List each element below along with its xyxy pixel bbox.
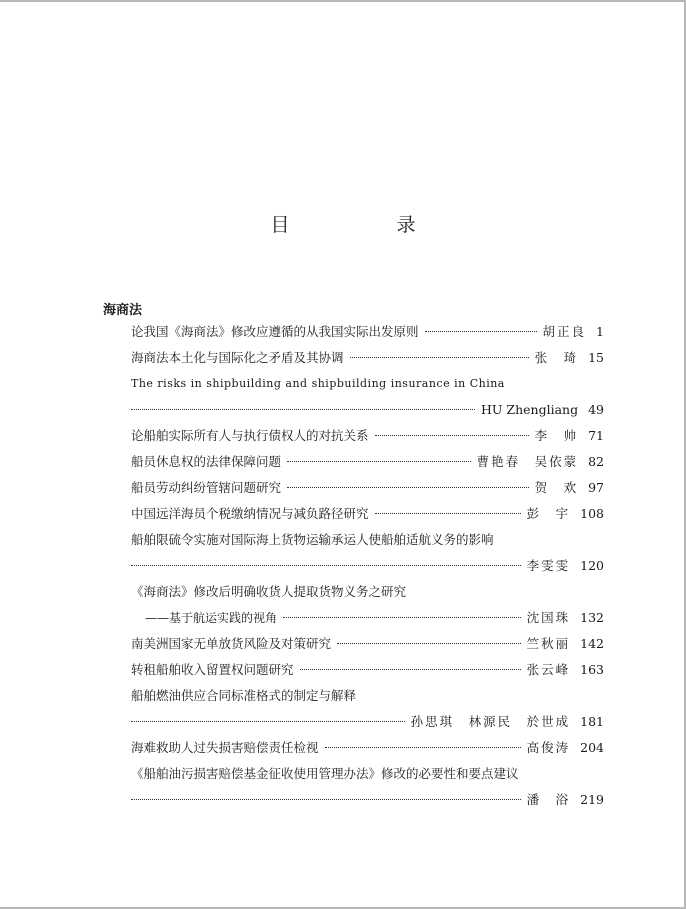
entry-title: 转租船舶收入留置权问题研究 <box>131 662 294 677</box>
toc-entry[interactable] <box>131 735 604 761</box>
entry-author: 彭 宇 <box>526 506 571 521</box>
entry-author: 高俊涛 <box>526 740 571 755</box>
toc-entry[interactable] <box>131 579 604 605</box>
entry-title: 论我国《海商法》修改应遵循的从我国实际出发原则 <box>131 324 419 339</box>
entry-page-number: 163 <box>580 662 604 677</box>
entry-title: 《海商法》修改后明确收货人提取货物义务之研究 <box>131 584 407 599</box>
entry-title: 论船舶实际所有人与执行债权人的对抗关系 <box>131 428 369 443</box>
dot-leader <box>325 747 521 748</box>
page-border-top <box>0 0 686 2</box>
entry-title: 《船舶油污损害赔偿基金征收使用管理办法》修改的必要性和要点建议 <box>131 766 519 781</box>
dot-leader <box>375 435 529 436</box>
dot-leader <box>131 565 521 566</box>
dot-leader <box>131 721 405 722</box>
toc-entry[interactable] <box>131 709 604 735</box>
entry-title: 海难救助人过失损害赔偿责任检视 <box>131 740 319 755</box>
page-title: 目 录 <box>270 214 460 236</box>
entry-author: 张云峰 <box>526 662 571 677</box>
entry-title: 中国远洋海员个税缴纳情况与减负路径研究 <box>131 506 369 521</box>
table-of-contents <box>131 319 604 813</box>
dot-leader <box>300 669 521 670</box>
entry-subtitle: ——基于航运实践的视角 <box>145 611 278 625</box>
dot-leader <box>337 643 521 644</box>
entry-page-number: 82 <box>588 454 604 469</box>
entry-page-number: 219 <box>580 792 604 807</box>
dot-leader <box>283 617 521 618</box>
entry-page-number: 120 <box>580 558 604 573</box>
toc-entry[interactable] <box>131 423 604 449</box>
toc-entry[interactable] <box>131 761 604 787</box>
entry-author: 竺秋丽 <box>526 636 571 651</box>
dot-leader <box>425 331 537 332</box>
entry-page-number: 204 <box>580 740 604 755</box>
dot-leader <box>350 357 529 358</box>
toc-entry[interactable] <box>131 319 604 345</box>
dot-leader <box>131 409 475 410</box>
entry-title: 海商法本土化与国际化之矛盾及其协调 <box>131 350 344 365</box>
dot-leader <box>287 461 471 462</box>
toc-entry[interactable] <box>131 787 604 813</box>
section-heading: 海商法 <box>103 303 143 318</box>
entry-page-number: 1 <box>596 324 604 339</box>
toc-entry[interactable] <box>131 345 604 371</box>
entry-title: 南美洲国家无单放货风险及对策研究 <box>131 636 332 651</box>
toc-entry[interactable] <box>131 527 604 553</box>
dot-leader <box>287 487 529 488</box>
entry-page-number: 108 <box>580 506 604 521</box>
entry-author: 贺 欢 <box>534 480 579 495</box>
entry-author: 孙思琪 林源民 於世成 <box>410 714 571 729</box>
entry-author: 胡正良 <box>542 324 587 339</box>
entry-author: 沈国珠 <box>526 610 571 625</box>
toc-entry[interactable] <box>131 449 604 475</box>
entry-page-number: 142 <box>580 636 604 651</box>
entry-title: 船舶限硫令实施对国际海上货物运输承运人使船舶适航义务的影响 <box>131 532 494 547</box>
entry-author: 张 琦 <box>534 350 579 365</box>
entry-title: The risks in shipbuilding and shipbuilding insurance in China <box>131 377 505 390</box>
toc-entry[interactable] <box>131 475 604 501</box>
dot-leader <box>131 799 521 800</box>
entry-author: 曹艳春 吴依蒙 <box>476 454 579 469</box>
entry-title: 船舶燃油供应合同标准格式的制定与解释 <box>131 688 357 703</box>
entry-author: 潘 浴 <box>526 792 571 807</box>
entry-title: 船员休息权的法律保障问题 <box>131 454 282 469</box>
entry-author: HU Zhengliang <box>480 402 579 417</box>
toc-entry[interactable] <box>131 657 604 683</box>
toc-entry[interactable] <box>131 631 604 657</box>
entry-page-number: 181 <box>580 714 604 729</box>
entry-page-number: 71 <box>588 428 604 443</box>
entry-page-number: 15 <box>588 350 604 365</box>
dot-leader <box>375 513 521 514</box>
entry-author: 李雯雯 <box>526 558 571 573</box>
toc-entry[interactable] <box>131 501 604 527</box>
entry-page-number: 132 <box>580 610 604 625</box>
entry-author: 李 帅 <box>534 428 579 443</box>
entry-title: 船员劳动纠纷管辖问题研究 <box>131 480 282 495</box>
toc-entry[interactable] <box>131 605 604 631</box>
entry-page-number: 97 <box>588 480 604 495</box>
toc-entry[interactable] <box>131 683 604 709</box>
entry-page-number: 49 <box>588 402 604 417</box>
toc-entry[interactable] <box>131 553 604 579</box>
toc-entry[interactable] <box>131 397 604 423</box>
toc-entry[interactable] <box>131 371 604 397</box>
